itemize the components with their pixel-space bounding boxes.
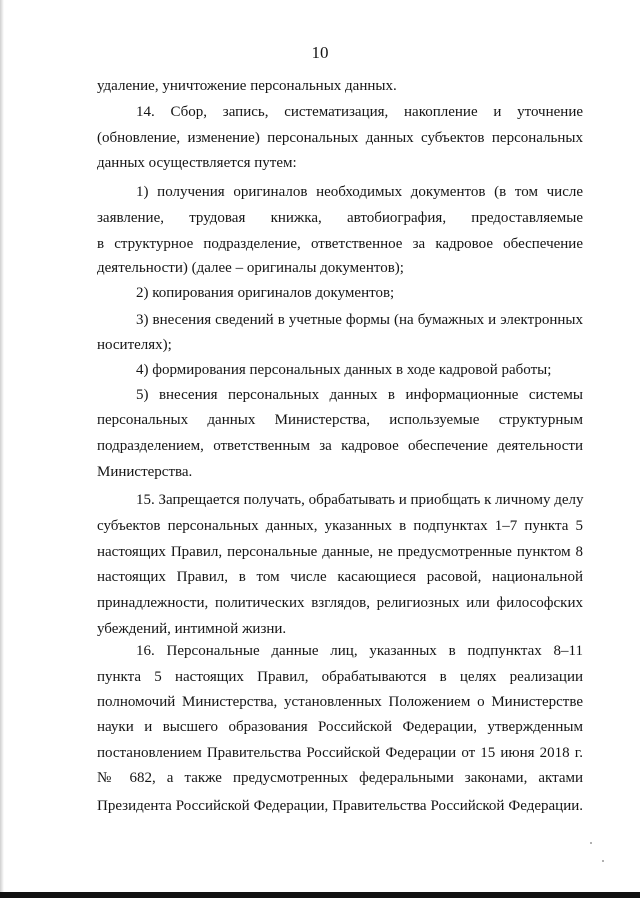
- scan-bottom-edge: [0, 892, 640, 898]
- scan-edge-shadow: [0, 0, 4, 898]
- text-line: 5) внесения персональных данных в информационные системы: [136, 387, 583, 403]
- text-line: убеждений, интимной жизни.: [97, 621, 287, 637]
- text-line: полномочий Министерства, установленных Положением о Министерстве: [97, 694, 583, 710]
- text-line: принадлежности, политических взглядов, религиозных или философских: [97, 595, 583, 611]
- text-line: науки и высшего образования Российской Федерации, утвержденным: [97, 719, 583, 735]
- text-line: 15. Запрещается получать, обрабатывать и приобщать к личному делу: [136, 492, 584, 508]
- text-line: настоящих Правил, персональные данные, не предусмотренные пунктом 8: [97, 544, 583, 560]
- text-line: 1) получения оригиналов необходимых документов (в том числе: [136, 184, 583, 200]
- text-line: № 682, а также предусмотренных федеральными законами, актами: [97, 770, 583, 786]
- text-line: постановлением Правительства Российской Федерации от 15 июня 2018 г.: [97, 745, 583, 761]
- text-line: персональных данных Министерства, используемые структурным: [97, 412, 583, 428]
- text-line: пункта 5 настоящих Правил, обрабатываются в целях реализации: [97, 669, 583, 685]
- scan-speck: [590, 842, 592, 844]
- scan-speck: [602, 860, 604, 862]
- text-line: (обновление, изменение) персональных данных субъектов персональных: [97, 130, 583, 146]
- page-number: 10: [311, 43, 329, 62]
- text-line: данных осуществляется путем:: [97, 155, 297, 171]
- text-line: 16. Персональные данные лиц, указанных в подпунктах 8–11: [136, 643, 583, 659]
- text-line: настоящих Правил, в том числе касающиеся расовой, национальной: [97, 569, 583, 585]
- text-line: 3) внесения сведений в учетные формы (на бумажных и электронных: [136, 312, 583, 328]
- text-line: деятельности) (далее – оригиналы документов);: [97, 260, 404, 276]
- text-line: 14. Сбор, запись, систематизация, накопление и уточнение: [136, 104, 583, 120]
- text-line: Президента Российской Федерации, Правительства Российской Федерации.: [97, 798, 583, 814]
- text-line: 2) копирования оригиналов документов;: [136, 285, 395, 301]
- text-line: Министерства.: [97, 464, 193, 480]
- text-line: субъектов персональных данных, указанных в подпунктах 1–7 пункта 5: [97, 518, 583, 534]
- text-line: заявление, трудовая книжка, автобиография, предоставляемые: [97, 210, 583, 226]
- text-line: удаление, уничтожение персональных данных.: [97, 78, 397, 94]
- text-line: 4) формирования персональных данных в ходе кадровой работы;: [136, 362, 552, 378]
- text-line: в структурное подразделение, ответственное за кадровое обеспечение: [97, 236, 583, 252]
- text-line: носителях);: [97, 337, 172, 353]
- text-line: подразделением, ответственным за кадровое обеспечение деятельности: [97, 438, 583, 454]
